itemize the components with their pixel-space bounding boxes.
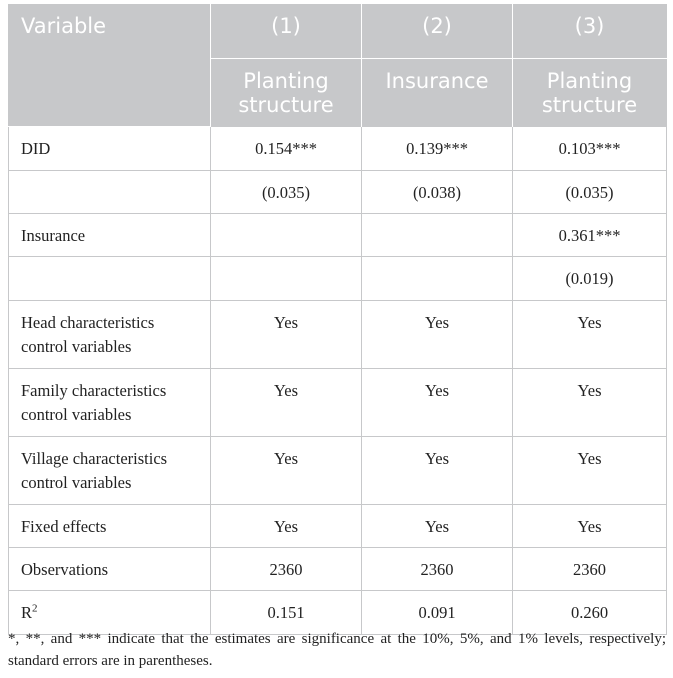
cell-value <box>211 214 362 257</box>
row-label: Insurance <box>9 214 211 257</box>
cell-value: 0.260 <box>513 591 667 635</box>
table-row <box>9 214 667 257</box>
row-label: Village characteristics control variables <box>9 437 211 505</box>
header-col-3-name: Planting structure <box>513 59 667 127</box>
table-row <box>9 369 667 437</box>
table-header <box>9 4 667 127</box>
table-row <box>9 301 667 369</box>
row-label <box>9 257 211 301</box>
cell-value: (0.019) <box>513 257 667 301</box>
cell-value: 0.139*** <box>362 127 513 171</box>
row-label: Fixed effects <box>9 505 211 548</box>
row-label <box>9 171 211 214</box>
row-label: DID <box>9 127 211 171</box>
cell-value: Yes <box>211 437 362 505</box>
cell-value: 0.103*** <box>513 127 667 171</box>
cell-value: (0.038) <box>362 171 513 214</box>
table-row <box>9 127 667 171</box>
header-col-1-number: (1) <box>211 4 362 59</box>
header-col-3-number: (3) <box>513 4 667 59</box>
r-squared-superscript: 2 <box>32 602 38 615</box>
cell-value: Yes <box>362 369 513 437</box>
cell-value: 0.361*** <box>513 214 667 257</box>
r-squared-symbol: R <box>21 603 33 622</box>
table-row <box>9 437 667 505</box>
cell-value: Yes <box>513 505 667 548</box>
cell-value: 0.154*** <box>211 127 362 171</box>
cell-value <box>362 214 513 257</box>
header-variable: Variable <box>9 4 211 127</box>
row-label: Observations <box>9 548 211 591</box>
cell-value: 2360 <box>513 548 667 591</box>
results-table-container <box>8 4 666 635</box>
cell-value: Yes <box>211 301 362 369</box>
cell-value: Yes <box>513 437 667 505</box>
table-row <box>9 548 667 591</box>
header-col-2-name: Insurance <box>362 59 513 127</box>
row-label: Head characteristics control variables <box>9 301 211 369</box>
cell-value: (0.035) <box>211 171 362 214</box>
header-col-1-name: Planting structure <box>211 59 362 127</box>
table-row <box>9 257 667 301</box>
cell-value: 2360 <box>211 548 362 591</box>
cell-value: Yes <box>362 437 513 505</box>
cell-value: 0.091 <box>362 591 513 635</box>
cell-value: Yes <box>513 301 667 369</box>
cell-value: Yes <box>211 369 362 437</box>
cell-value: Yes <box>211 505 362 548</box>
cell-value: Yes <box>513 369 667 437</box>
cell-value: (0.035) <box>513 171 667 214</box>
row-label: Family characteristics control variables <box>9 369 211 437</box>
table-row <box>9 171 667 214</box>
cell-value <box>211 257 362 301</box>
cell-value: 2360 <box>362 548 513 591</box>
table-row <box>9 505 667 548</box>
cell-value <box>362 257 513 301</box>
table-footnote: *, **, and *** indicate that the estimates are significance at the 10%, 5%, and 1% levels, respectively; standard errors are in parentheses. <box>8 631 666 669</box>
results-table <box>8 4 667 635</box>
cell-value: Yes <box>362 301 513 369</box>
cell-value: Yes <box>362 505 513 548</box>
table-body <box>9 127 667 635</box>
cell-value: 0.151 <box>211 591 362 635</box>
header-col-2-number: (2) <box>362 4 513 59</box>
